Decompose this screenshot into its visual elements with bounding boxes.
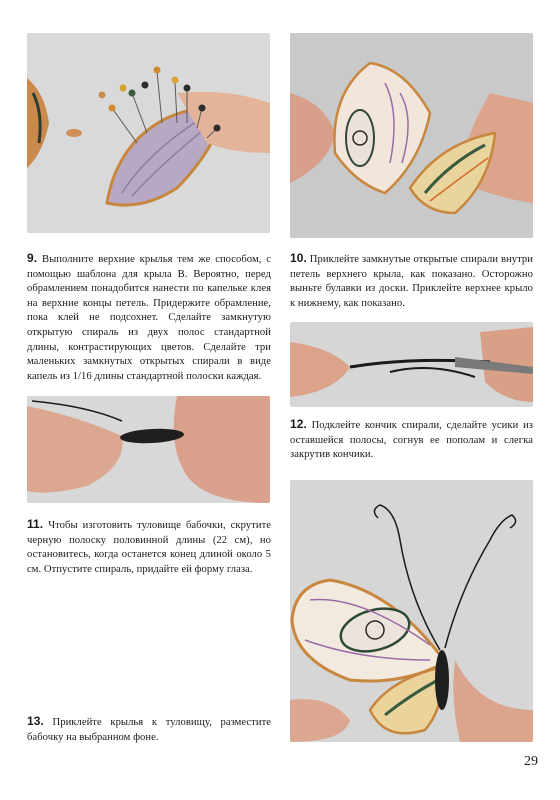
wing-pinned-illustration [27, 33, 270, 233]
wings-joined-illustration [290, 33, 533, 238]
photo-cutting-strip [290, 322, 533, 407]
photo-wing-pinned [27, 33, 270, 233]
finished-butterfly-illustration [290, 480, 533, 742]
photo-wings-joined [290, 33, 533, 238]
step-12-caption [290, 417, 533, 463]
step-9-caption [27, 251, 271, 384]
step-13-number: 13. [27, 714, 44, 728]
step-12-text: Подклейте кончик спирали, сделайте усики из оставшейся полосы, согнув ее пополам и слегка закрутив кончики. [290, 420, 534, 461]
step-11-text: Чтобы изготовить туловище бабочки, скрутите черную полоску половинной длины (22 см), но остановитесь, когда останется конец длиной около 5 см. Отпустите спираль, придайте ей форму глаза. [27, 520, 271, 575]
step-10-number: 10. [290, 251, 307, 265]
rolling-body-illustration [27, 396, 270, 503]
step-9-text: Выполните верхние крылья тем же способом, с помощью шаблона для крыла В. Вероятно, перед обрамлением понадобится нанести по капельке клея на верхние концы петель. Придержите обрамление, пока клей не подсохнет. Сделайте замкнутую открытую спираль из двух полос стандартной длины, контрастирующих цветов. Сделайте три маленьких замкнутых открытых спирали в виде капель из 1/16 длины стандартной полоски каждая. [27, 254, 271, 382]
step-13-text: Приклейте крылья к туловищу, разместите бабочку на выбранном фоне. [27, 717, 272, 743]
step-13-caption [27, 714, 271, 745]
step-10-caption [290, 251, 533, 311]
step-11-caption [27, 517, 271, 577]
step-10-text: Приклейте замкнутые открытые спирали внутри петель верхнего крыла, как показано. Осторожно выньте булавки из доски. Приклейте верхнее крыло к нижнему, как показано. [290, 254, 534, 309]
step-12-number: 12. [290, 417, 307, 431]
step-11-number: 11. [27, 517, 44, 531]
step-9-number: 9. [27, 251, 38, 265]
page-number: 29 [524, 754, 538, 769]
cutting-strip-illustration [290, 322, 533, 407]
photo-finished-butterfly [290, 480, 533, 742]
photo-rolling-body [27, 396, 270, 503]
